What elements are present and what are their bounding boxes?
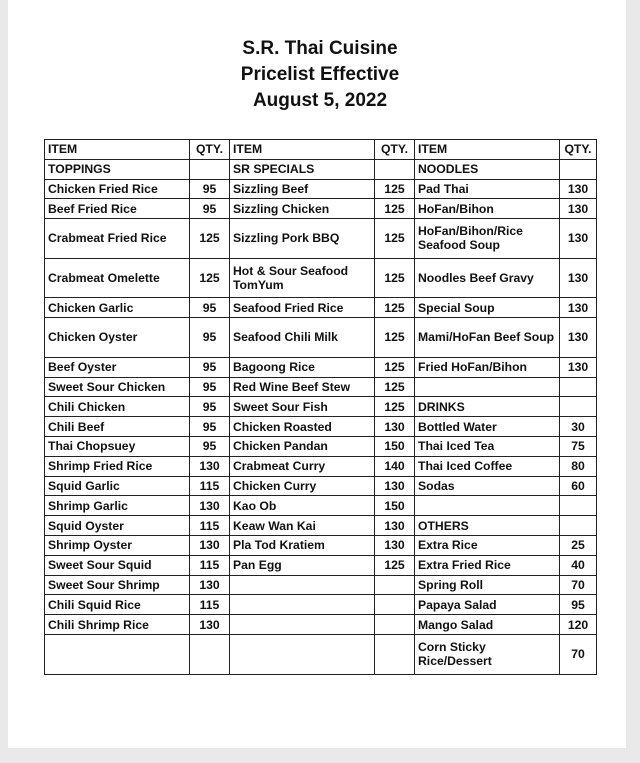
- item-name: Seafood Fried Rice: [230, 298, 375, 318]
- column-header-item: ITEM: [230, 140, 375, 160]
- table-row: [45, 357, 597, 377]
- table-row: [45, 318, 597, 358]
- item-name: Chicken Oyster: [45, 318, 190, 358]
- item-name: Thai Iced Tea: [415, 436, 560, 456]
- item-name: Shrimp Fried Rice: [45, 456, 190, 476]
- item-price: 140: [375, 456, 415, 476]
- item-price: 125: [375, 357, 415, 377]
- item-name: Bottled Water: [415, 417, 560, 437]
- item-price: 115: [190, 595, 230, 615]
- column-header-qty: QTY.: [560, 140, 597, 160]
- item-name: Sizzling Pork BBQ: [230, 219, 375, 259]
- table-row: [45, 555, 597, 575]
- table-row: [45, 179, 597, 199]
- item-name: Thai Iced Coffee: [415, 456, 560, 476]
- item-name: [230, 595, 375, 615]
- pricelist-heading: Pricelist Effective: [240, 64, 400, 85]
- item-name: Fried HoFan/Bihon: [415, 357, 560, 377]
- item-price: 40: [560, 555, 597, 575]
- item-name: Beef Fried Rice: [45, 199, 190, 219]
- section-label: NOODLES: [415, 159, 560, 179]
- item-name: Shrimp Oyster: [45, 535, 190, 555]
- item-name: Chicken Pandan: [230, 436, 375, 456]
- item-name: Kao Ob: [230, 496, 375, 516]
- table-row: [45, 417, 597, 437]
- item-name: Sweet Sour Shrimp: [45, 575, 190, 595]
- item-name: Keaw Wan Kai: [230, 516, 375, 536]
- item-name: HoFan/Bihon/Rice Seafood Soup: [415, 219, 560, 259]
- item-price: 125: [190, 258, 230, 298]
- item-price: [375, 615, 415, 635]
- item-price: 130: [560, 199, 597, 219]
- item-price: 125: [375, 555, 415, 575]
- item-price: 120: [560, 615, 597, 635]
- item-name: Crabmeat Fried Rice: [45, 219, 190, 259]
- item-price: [560, 159, 597, 179]
- table-row: [45, 575, 597, 595]
- table-row: [45, 615, 597, 635]
- item-price: 115: [190, 555, 230, 575]
- item-name: Beef Oyster: [45, 357, 190, 377]
- item-price: 125: [375, 318, 415, 358]
- item-price: 130: [375, 535, 415, 555]
- item-name: Extra Rice: [415, 535, 560, 555]
- item-name: Pad Thai: [415, 179, 560, 199]
- item-name: Chili Beef: [45, 417, 190, 437]
- item-price: [560, 496, 597, 516]
- item-name: Seafood Chili Milk: [230, 318, 375, 358]
- item-name: Red Wine Beef Stew: [230, 377, 375, 397]
- item-name: Sizzling Chicken: [230, 199, 375, 219]
- item-price: 130: [560, 258, 597, 298]
- item-name: Mami/HoFan Beef Soup: [415, 318, 560, 358]
- item-price: 150: [375, 496, 415, 516]
- table-row: [45, 377, 597, 397]
- item-name: Chicken Curry: [230, 476, 375, 496]
- item-name: Squid Oyster: [45, 516, 190, 536]
- table-row: [45, 634, 597, 674]
- column-header-item: ITEM: [415, 140, 560, 160]
- item-name: Spring Roll: [415, 575, 560, 595]
- table-row: [45, 476, 597, 496]
- price-table: [44, 139, 597, 675]
- item-name: Bagoong Rice: [230, 357, 375, 377]
- item-name: [230, 634, 375, 674]
- section-label: OTHERS: [415, 516, 560, 536]
- item-price: [375, 634, 415, 674]
- column-header-qty: QTY.: [375, 140, 415, 160]
- item-price: 95: [190, 397, 230, 417]
- document-title: [0, 36, 640, 114]
- table-row: [45, 159, 597, 179]
- item-price: 130: [375, 516, 415, 536]
- item-name: Chili Squid Rice: [45, 595, 190, 615]
- item-price: 95: [190, 417, 230, 437]
- item-price: 125: [190, 219, 230, 259]
- item-name: [230, 575, 375, 595]
- item-name: Papaya Salad: [415, 595, 560, 615]
- table-row: [45, 258, 597, 298]
- table-row: [45, 535, 597, 555]
- table-row: [45, 199, 597, 219]
- item-price: 95: [190, 199, 230, 219]
- item-name: Sweet Sour Squid: [45, 555, 190, 575]
- item-name: [415, 377, 560, 397]
- item-price: 130: [560, 179, 597, 199]
- item-price: [375, 595, 415, 615]
- item-price: 115: [190, 516, 230, 536]
- item-name: Sizzling Beef: [230, 179, 375, 199]
- table-row: [45, 516, 597, 536]
- item-price: [560, 397, 597, 417]
- item-price: 95: [190, 377, 230, 397]
- item-price: 30: [560, 417, 597, 437]
- item-price: 130: [190, 496, 230, 516]
- item-price: 80: [560, 456, 597, 476]
- item-price: 95: [560, 595, 597, 615]
- item-name: HoFan/Bihon: [415, 199, 560, 219]
- item-price: 75: [560, 436, 597, 456]
- item-name: [415, 496, 560, 516]
- item-price: 130: [560, 318, 597, 358]
- item-price: 95: [190, 179, 230, 199]
- item-name: Crabmeat Curry: [230, 456, 375, 476]
- item-price: 130: [560, 219, 597, 259]
- item-price: 125: [375, 219, 415, 259]
- item-price: 130: [190, 456, 230, 476]
- item-name: Extra Fried Rice: [415, 555, 560, 575]
- item-name: Pla Tod Kratiem: [230, 535, 375, 555]
- item-name: Sodas: [415, 476, 560, 496]
- section-label: DRINKS: [415, 397, 560, 417]
- item-name: Corn Sticky Rice/Dessert: [415, 634, 560, 674]
- item-name: Chicken Roasted: [230, 417, 375, 437]
- item-price: 70: [560, 634, 597, 674]
- effective-date: August 5, 2022: [252, 90, 388, 111]
- item-price: 95: [190, 357, 230, 377]
- item-price: 125: [375, 397, 415, 417]
- table-header-row: [45, 140, 597, 160]
- section-label: SR SPECIALS: [230, 159, 375, 179]
- item-name: Sweet Sour Fish: [230, 397, 375, 417]
- table-row: [45, 456, 597, 476]
- column-header-item: ITEM: [45, 140, 190, 160]
- item-price: 95: [190, 298, 230, 318]
- item-price: 25: [560, 535, 597, 555]
- item-price: 95: [190, 318, 230, 358]
- item-price: 130: [190, 575, 230, 595]
- column-header-qty: QTY.: [190, 140, 230, 160]
- item-price: 60: [560, 476, 597, 496]
- item-name: Chicken Garlic: [45, 298, 190, 318]
- item-price: 130: [375, 417, 415, 437]
- item-name: [230, 615, 375, 635]
- item-price: 130: [560, 357, 597, 377]
- item-price: 115: [190, 476, 230, 496]
- item-price: [375, 575, 415, 595]
- item-price: 130: [375, 476, 415, 496]
- item-name: Hot & Sour Seafood TomYum: [230, 258, 375, 298]
- item-name: Chili Shrimp Rice: [45, 615, 190, 635]
- table-row: [45, 219, 597, 259]
- item-name: Mango Salad: [415, 615, 560, 635]
- item-price: 125: [375, 179, 415, 199]
- item-name: Chili Chicken: [45, 397, 190, 417]
- table-row: [45, 496, 597, 516]
- item-price: 70: [560, 575, 597, 595]
- item-price: [560, 377, 597, 397]
- item-name: Special Soup: [415, 298, 560, 318]
- item-price: 130: [190, 535, 230, 555]
- item-name: [45, 634, 190, 674]
- item-price: 125: [375, 377, 415, 397]
- table-row: [45, 436, 597, 456]
- item-name: Pan Egg: [230, 555, 375, 575]
- item-price: 95: [190, 436, 230, 456]
- item-name: Noodles Beef Gravy: [415, 258, 560, 298]
- item-name: Thai Chopsuey: [45, 436, 190, 456]
- item-price: 125: [375, 199, 415, 219]
- restaurant-name: S.R. Thai Cuisine: [242, 38, 398, 59]
- item-price: 130: [560, 298, 597, 318]
- item-price: 150: [375, 436, 415, 456]
- item-name: Sweet Sour Chicken: [45, 377, 190, 397]
- table-row: [45, 397, 597, 417]
- item-price: [560, 516, 597, 536]
- item-price: [375, 159, 415, 179]
- table-row: [45, 298, 597, 318]
- item-price: 130: [190, 615, 230, 635]
- item-price: 125: [375, 258, 415, 298]
- item-name: Crabmeat Omelette: [45, 258, 190, 298]
- section-label: TOPPINGS: [45, 159, 190, 179]
- item-price: 125: [375, 298, 415, 318]
- item-price: [190, 159, 230, 179]
- item-name: Shrimp Garlic: [45, 496, 190, 516]
- item-price: [190, 634, 230, 674]
- item-name: Chicken Fried Rice: [45, 179, 190, 199]
- table-row: [45, 595, 597, 615]
- item-name: Squid Garlic: [45, 476, 190, 496]
